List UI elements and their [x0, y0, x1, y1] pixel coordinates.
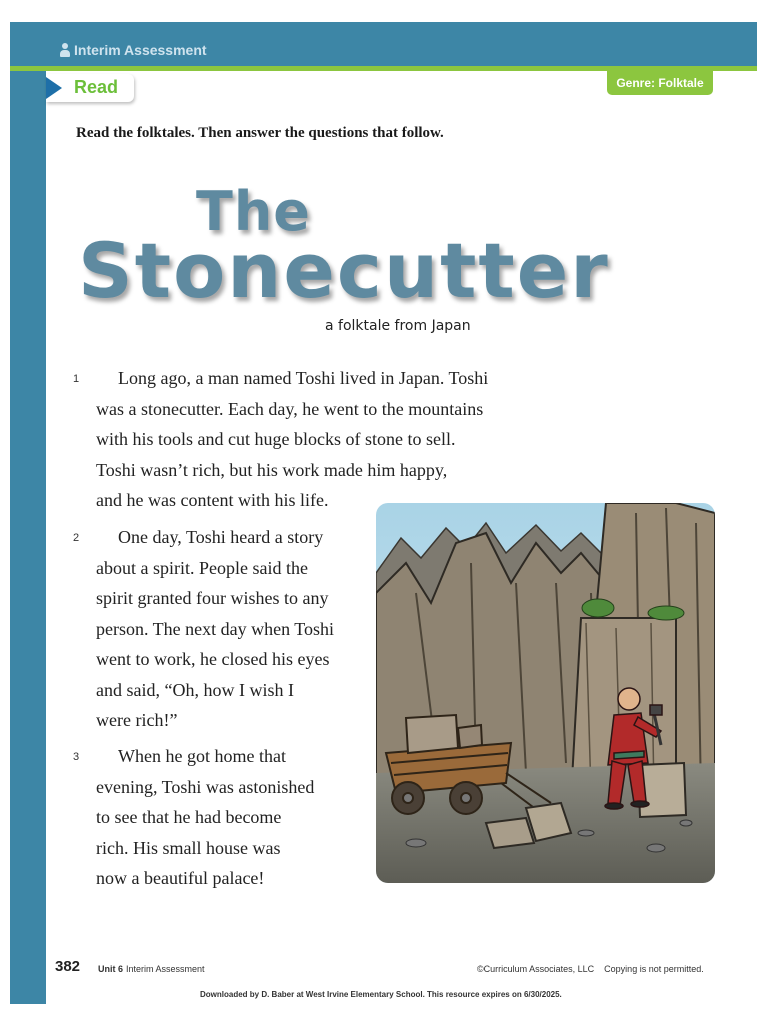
page-number: 382 — [55, 958, 81, 975]
genre-badge: Genre: Folktale — [607, 71, 713, 95]
paragraph-line: was a stonecutter. Each day, he went to the mountains — [96, 398, 484, 419]
footer-unit-text: Interim Assessment — [126, 964, 205, 974]
paragraph-line: person. The next day when Toshi — [96, 618, 335, 639]
paragraph-line: When he got home that — [118, 746, 286, 766]
read-flag-icon — [46, 77, 62, 99]
download-notice: Downloaded by D. Baber at West Irvine Elementary School. This resource expires on 6/30/2025. — [200, 990, 562, 999]
instructions: Read the folktales. Then answer the questions that follow. — [76, 125, 444, 141]
paragraph-line: about a spirit. People said the — [96, 557, 308, 578]
footer-unit-number: Unit 6 — [98, 964, 124, 974]
paragraph-line: One day, Toshi heard a story — [118, 527, 324, 547]
paragraph-line: with his tools and cut huge blocks of stone to sell. — [96, 429, 456, 449]
paragraph-1 — [96, 363, 488, 516]
section-label-text: Interim Assessment — [74, 42, 207, 58]
paragraph-line: evening, Toshi was astonished — [96, 776, 315, 797]
paragraph-line: Long ago, a man named Toshi lived in Japan. Toshi — [118, 368, 489, 388]
story-subtitle: a folktale from Japan — [325, 318, 471, 334]
footer-copyright: ©Curriculum Associates, LLC Copying is not permitted. — [477, 964, 704, 974]
paragraph-line: and he was content with his life. — [96, 490, 329, 510]
story-title-line2: Stonecutter — [78, 226, 610, 315]
paragraph-line: and said, “Oh, how I wish I — [96, 679, 294, 700]
left-margin-band — [10, 22, 46, 1004]
paragraph-number: 3 — [73, 751, 80, 763]
read-label: Read — [74, 77, 119, 97]
read-tab — [46, 74, 134, 102]
paragraph-line: to see that he had become — [96, 807, 282, 827]
paragraph-line: went to work, he closed his eyes — [96, 649, 330, 669]
paragraph-line: Toshi wasn’t rich, but his work made him happy, — [96, 459, 448, 480]
story-title-line1: The — [196, 180, 311, 243]
paragraph-line: rich. His small house was — [96, 837, 281, 858]
paragraph-line: now a beautiful palace! — [96, 868, 265, 888]
stonecutter-illustration — [376, 503, 715, 883]
paragraph-number: 2 — [73, 532, 80, 544]
paragraph-number: 1 — [73, 373, 80, 385]
footer-unit-label — [98, 964, 205, 974]
paragraph-3 — [96, 741, 314, 894]
paragraph-line: were rich!” — [96, 710, 178, 730]
person-icon — [60, 43, 70, 57]
section-label — [60, 42, 207, 58]
paragraph-2 — [96, 522, 334, 736]
paragraph-line: spirit granted four wishes to any — [96, 588, 329, 608]
